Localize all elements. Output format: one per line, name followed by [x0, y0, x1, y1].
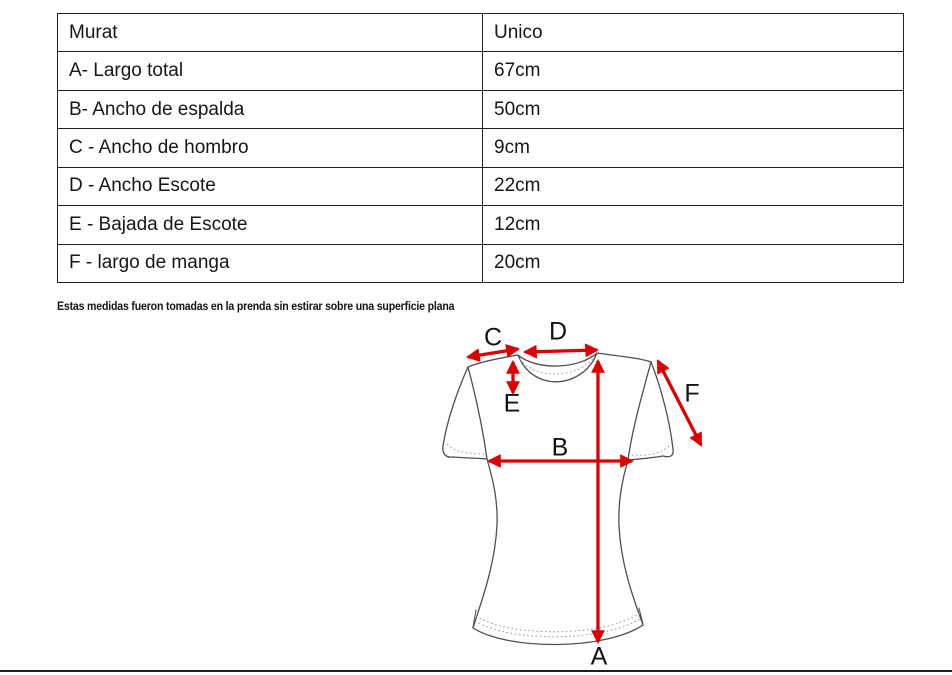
measurement-note: Estas medidas fueron tomadas en la prenda sin estirar sobre una superficie plana — [57, 299, 455, 313]
measure-value-cell: 12cm — [483, 206, 904, 244]
stitch-lines — [447, 356, 669, 637]
label-f: F — [684, 379, 700, 408]
measure-value-cell: 22cm — [483, 167, 904, 205]
size-value-cell: Unico — [483, 14, 904, 52]
table-row — [58, 206, 904, 244]
measure-value-cell: 20cm — [483, 244, 904, 282]
bottom-divider — [0, 670, 952, 672]
label-b: B — [551, 433, 569, 462]
tshirt-measurement-diagram — [420, 315, 740, 675]
measurements-table — [57, 13, 904, 283]
table-row — [58, 90, 904, 128]
table-row — [58, 129, 904, 167]
arrow-d-neck-width — [525, 350, 597, 352]
table-row — [58, 244, 904, 282]
table-row — [58, 52, 904, 90]
tshirt-drawing — [420, 315, 740, 675]
label-c: C — [483, 323, 503, 352]
measure-label-cell: A- Largo total — [58, 52, 483, 90]
label-d: D — [548, 317, 568, 346]
size-name-cell: Murat — [58, 14, 483, 52]
measure-label-cell: D - Ancho Escote — [58, 167, 483, 205]
measure-value-cell: 50cm — [483, 90, 904, 128]
measure-value-cell: 67cm — [483, 52, 904, 90]
measure-label-cell: C - Ancho de hombro — [58, 129, 483, 167]
measure-label-cell: E - Bajada de Escote — [58, 206, 483, 244]
table-row — [58, 167, 904, 205]
measure-value-cell: 9cm — [483, 129, 904, 167]
measure-label-cell: F - largo de manga — [58, 244, 483, 282]
label-a: A — [590, 642, 608, 671]
measure-label-cell: B- Ancho de espalda — [58, 90, 483, 128]
table-header-row — [58, 14, 904, 52]
label-e: E — [503, 389, 521, 418]
tshirt-outline — [443, 353, 673, 645]
